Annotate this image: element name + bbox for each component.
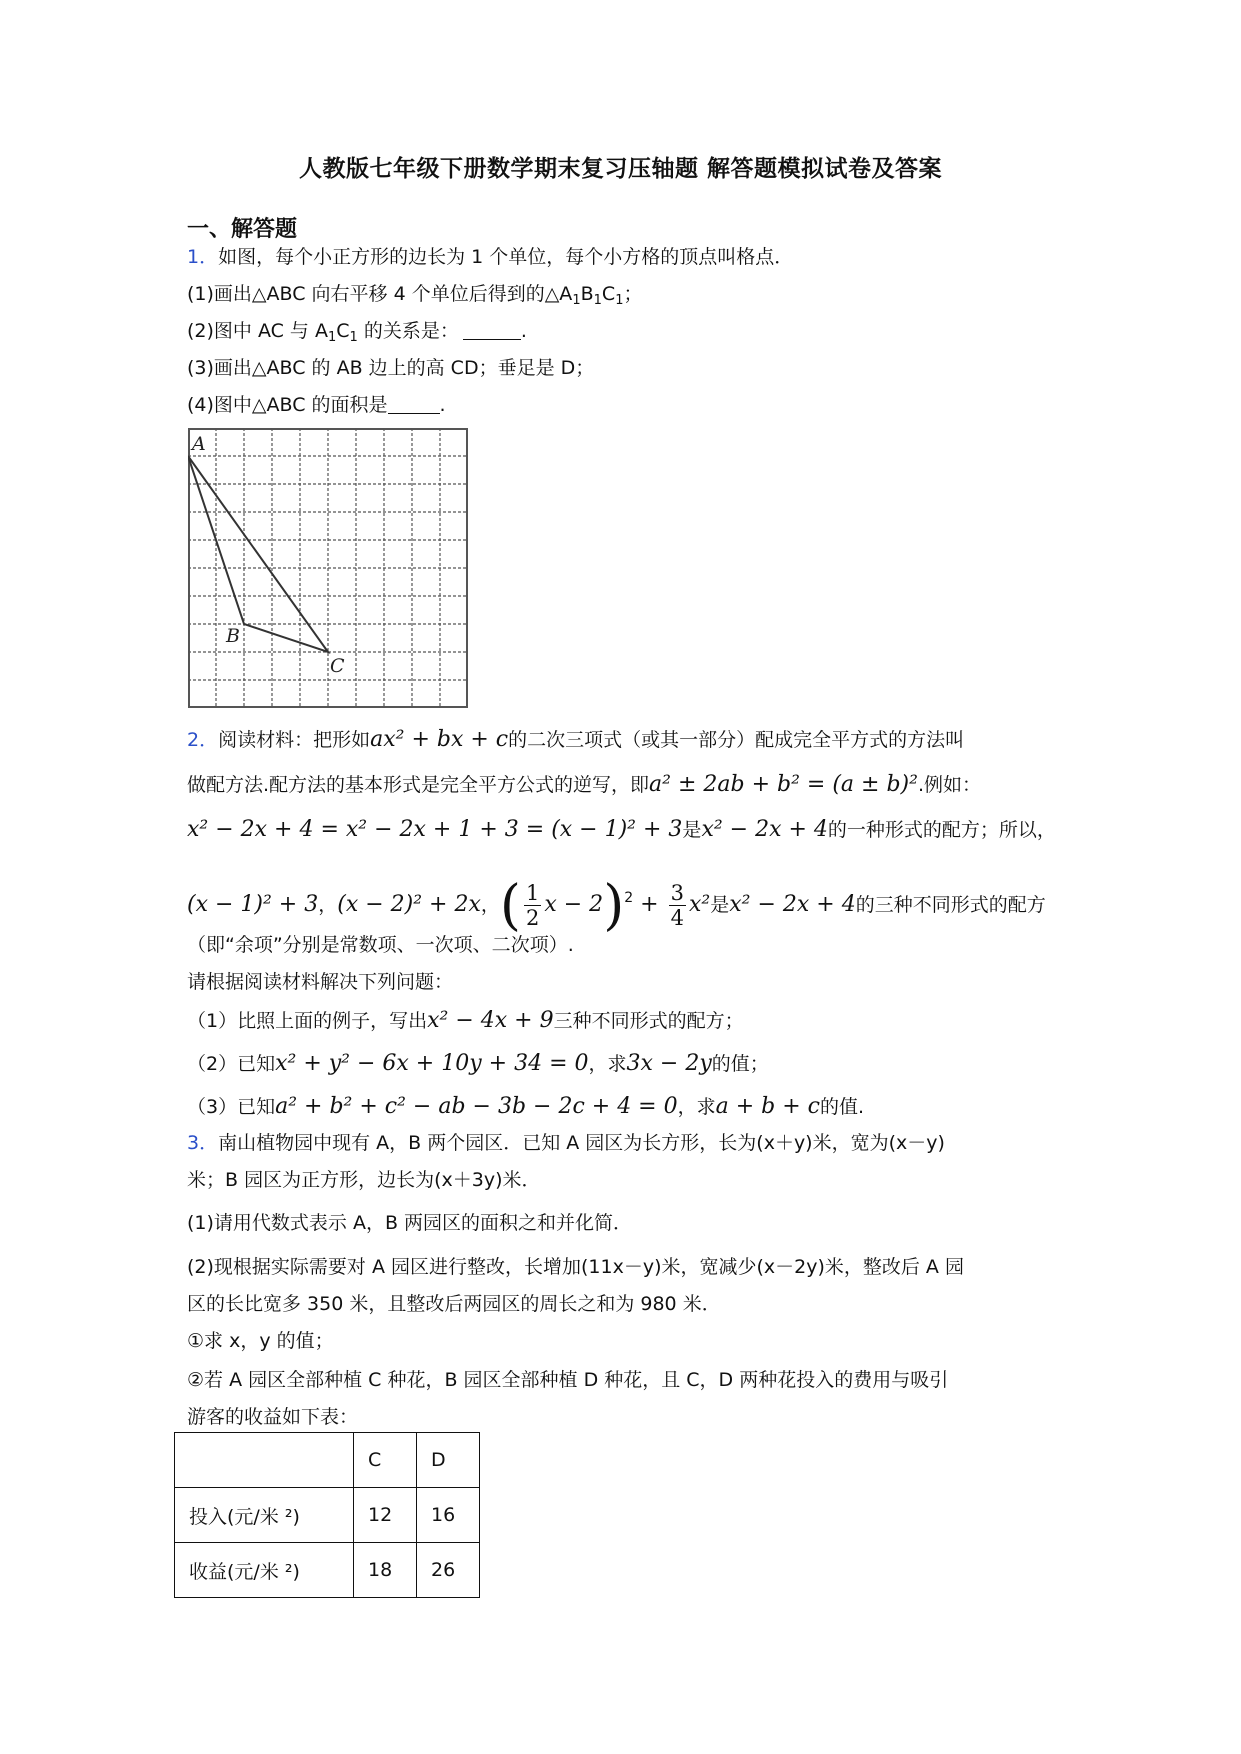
q2-form2: (x − 2)² + 2x bbox=[337, 892, 481, 917]
q2-sub3 bbox=[187, 1094, 864, 1120]
q2-line4-is: 是 bbox=[710, 894, 730, 916]
table-header-cell: D bbox=[417, 1433, 480, 1488]
q1-part2-answer-blank[interactable] bbox=[463, 321, 521, 340]
q1-part4-text: (4)图中△ABC 的面积是 bbox=[187, 394, 388, 416]
q2-sub3-ask: ，求 bbox=[677, 1096, 716, 1118]
q1-number: 1． bbox=[187, 246, 219, 268]
q2-line6: 请根据阅读材料解决下列问题： bbox=[187, 971, 454, 993]
q2-example-target: x² − 2x + 4 bbox=[701, 817, 828, 842]
q2-form3-inner: x − 2 bbox=[544, 892, 604, 917]
q2-line2-rest: .例如： bbox=[917, 774, 981, 796]
q2-sub1-rest: 三种不同形式的配方； bbox=[553, 1010, 744, 1032]
q1-part1-c: C bbox=[601, 283, 616, 305]
q2-sub3-rest: 的值. bbox=[820, 1096, 865, 1118]
q3-line3: (1)请用代数式表示 A，B 两园区的面积之和并化简． bbox=[187, 1212, 633, 1234]
q2-line2 bbox=[187, 772, 981, 798]
q3-line1-text: 南山植物园中现有 A，B 两个园区．已知 A 园区为长方形，长为(x＋y)米，宽为(x－y) bbox=[218, 1132, 945, 1154]
q1-part4 bbox=[187, 392, 446, 418]
q2-frac2-den: 4 bbox=[670, 906, 684, 930]
q2-sub2-ask: ，求 bbox=[588, 1053, 627, 1075]
q2-frac1-num: 1 bbox=[525, 881, 540, 905]
q2-sub2-text: （2）已知 bbox=[187, 1053, 276, 1075]
q1-part2 bbox=[187, 318, 527, 351]
q3-number: 3． bbox=[187, 1132, 219, 1154]
table-cell: 收益(元/米 ²) bbox=[175, 1543, 354, 1598]
q2-frac1-den: 2 bbox=[525, 906, 540, 930]
table-cell: 12 bbox=[354, 1488, 417, 1543]
q1-sub-a1: 1 bbox=[572, 293, 581, 308]
q2-sub2 bbox=[187, 1051, 769, 1077]
q1-intro-text: 如图，每个小正方形的边长为 1 个单位，每个小方格的顶点叫格点． bbox=[218, 246, 794, 268]
vertex-label-b: B bbox=[226, 625, 240, 647]
triangle-grid-figure bbox=[188, 428, 468, 708]
q2-sub2-target: 3x − 2y bbox=[626, 1051, 712, 1076]
q2-fraction-three-quarters bbox=[669, 881, 686, 930]
table-row bbox=[175, 1543, 480, 1598]
document-title: 人教版七年级下册数学期末复习压轴题 解答题模拟试卷及答案 bbox=[298, 156, 942, 182]
q1-part1-b: B bbox=[580, 283, 594, 305]
q2-example-expr: x² − 2x + 4 = x² − 2x + 1 + 3 = (x − 1)² + 3 bbox=[187, 817, 683, 842]
q2-frac2-num: 3 bbox=[670, 881, 684, 905]
q2-form3-plus: + bbox=[633, 892, 666, 917]
q2-left-paren: ( bbox=[499, 873, 521, 937]
table-header-cell bbox=[175, 1433, 354, 1488]
cost-revenue-table bbox=[174, 1432, 480, 1598]
triangle-abc bbox=[188, 456, 328, 652]
table-cell: 16 bbox=[417, 1488, 480, 1543]
q3-line6: ①求 x，y 的值； bbox=[187, 1330, 334, 1352]
q1-part4-answer-blank[interactable] bbox=[388, 395, 440, 414]
vertex-label-c: C bbox=[330, 655, 345, 677]
grid-lines bbox=[188, 428, 468, 708]
q3-line1 bbox=[187, 1130, 945, 1156]
q3-line5: 区的长比宽多 350 米，且整改后两园区的周长之和为 980 米． bbox=[187, 1293, 721, 1315]
q2-right-paren: ) bbox=[603, 873, 625, 937]
q2-sub1 bbox=[187, 1008, 744, 1034]
table-row bbox=[175, 1488, 480, 1543]
q2-line3-rest: 的一种形式的配方；所以， bbox=[827, 819, 1056, 841]
q2-sep2: ， bbox=[480, 894, 500, 916]
q1-part2-end: . bbox=[520, 320, 527, 342]
table-cell: 26 bbox=[417, 1543, 480, 1598]
q1-part2-relation: 的关系是： bbox=[357, 320, 459, 342]
section-heading: 一、解答题 bbox=[187, 217, 298, 242]
q1-intro bbox=[187, 244, 793, 270]
q1-part1-end: ； bbox=[623, 283, 643, 305]
table-header-row bbox=[175, 1433, 480, 1488]
q1-sub-c1: 1 bbox=[615, 293, 624, 308]
table-cell: 18 bbox=[354, 1543, 417, 1598]
q2-form1: (x − 1)² + 3 bbox=[187, 892, 319, 917]
q2-line1-rest: 的二次三项式（或其一部分）配成完全平方式的方法叫 bbox=[508, 729, 965, 751]
q2-form3-tail: x² bbox=[688, 892, 711, 917]
q2-line4 bbox=[187, 868, 1046, 935]
q2-line5: （即“余项”分别是常数项、一次项、二次项）. bbox=[187, 934, 574, 956]
q1-part2-c: C bbox=[336, 320, 350, 342]
q2-fraction-half bbox=[524, 881, 541, 930]
q2-line1 bbox=[187, 727, 964, 753]
q2-sub2-rest: 的值； bbox=[711, 1053, 769, 1075]
q2-quadratic-expr: ax² + bx + c bbox=[370, 727, 509, 752]
q1-part3: (3)画出△ABC 的 AB 边上的高 CD；垂足是 D； bbox=[187, 357, 595, 379]
q1-part2-text: (2)图中 AC 与 A bbox=[187, 320, 328, 342]
q3-line8: 游客的收益如下表： bbox=[187, 1406, 359, 1428]
q1-part1-text: (1)画出△ABC 向右平移 4 个单位后得到的△A bbox=[187, 283, 573, 305]
q2-line2-text: 做配方法.配方法的基本形式是完全平方公式的逆写，即 bbox=[187, 774, 650, 796]
vertex-label-a: A bbox=[192, 433, 206, 455]
q2-line4-rest: 的三种不同形式的配方 bbox=[855, 894, 1046, 916]
q3-line4: (2)现根据实际需要对 A 园区进行整改，长增加(11x－y)米，宽减少(x－2y)米，整改后 A 园 bbox=[187, 1256, 964, 1278]
q1-part4-end: . bbox=[439, 394, 446, 416]
q2-sub1-expr: x² − 4x + 9 bbox=[427, 1008, 554, 1033]
q1-part1 bbox=[187, 281, 643, 314]
q2-sub3-target: a + b + c bbox=[715, 1094, 820, 1119]
q2-form3-square: 2 bbox=[624, 890, 634, 906]
q2-line3-is: 是 bbox=[682, 819, 702, 841]
q2-sub3-text: （3）已知 bbox=[187, 1096, 276, 1118]
q2-line1-text: 阅读材料：把形如 bbox=[218, 729, 371, 751]
q2-number: 2． bbox=[187, 729, 219, 751]
q2-line3 bbox=[187, 817, 1056, 843]
q2-line4-target: x² − 2x + 4 bbox=[729, 892, 856, 917]
table-header-cell: C bbox=[354, 1433, 417, 1488]
q1-part2-sub-a: 1 bbox=[327, 330, 337, 345]
q1-sub-b1: 1 bbox=[593, 293, 602, 308]
q2-sub3-equation: a² + b² + c² − ab − 3b − 2c + 4 = 0 bbox=[275, 1094, 678, 1119]
q2-square-formula: a² ± 2ab + b² = (a ± b)² bbox=[649, 772, 918, 797]
q2-sep1: ， bbox=[318, 894, 338, 916]
q2-sub2-equation: x² + y² − 6x + 10y + 34 = 0 bbox=[275, 1051, 589, 1076]
q1-part2-sub-c: 1 bbox=[349, 330, 358, 345]
q3-line2: 米；B 园区为正方形，边长为(x＋3y)米． bbox=[187, 1169, 541, 1191]
table-cell: 投入(元/米 ²) bbox=[175, 1488, 354, 1543]
q3-line7: ②若 A 园区全部种植 C 种花，B 园区全部种植 D 种花，且 C，D 两种花投入的费用与吸引 bbox=[187, 1369, 949, 1391]
q2-sub1-text: （1）比照上面的例子，写出 bbox=[187, 1010, 428, 1032]
